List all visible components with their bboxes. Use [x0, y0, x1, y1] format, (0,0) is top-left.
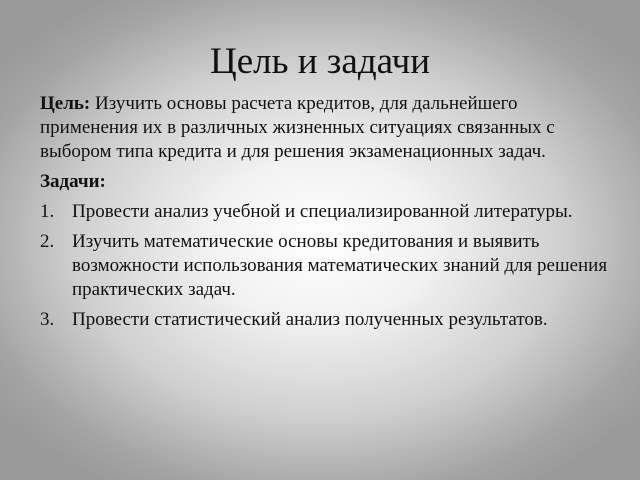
task-item	[40, 308, 615, 332]
task-text: Провести анализ учебной и специализированной литературы.	[72, 201, 573, 222]
task-number: 2.	[40, 231, 55, 252]
task-number: 1.	[40, 201, 55, 222]
goal-text: Изучить основы расчета кредитов, для дальнейшего применения их в различных жизненных ситуациях связанных с выбором типа кредита и для решения экзаменационных задач.	[40, 93, 555, 162]
task-text: Изучить математические основы кредитования и выявить возможности использования математических знаний для решения практических задач.	[72, 231, 608, 300]
task-text: Провести статистический анализ полученных результатов.	[72, 309, 548, 330]
task-item	[40, 200, 615, 224]
task-item	[40, 230, 615, 302]
goal-label: Цель:	[40, 93, 91, 114]
slide-title: Цель и задачи	[210, 41, 430, 82]
goal-paragraph	[40, 92, 615, 164]
slide-content	[40, 92, 615, 338]
task-number: 3.	[40, 309, 55, 330]
tasks-list	[40, 200, 615, 332]
tasks-label: Задачи:	[40, 171, 106, 192]
